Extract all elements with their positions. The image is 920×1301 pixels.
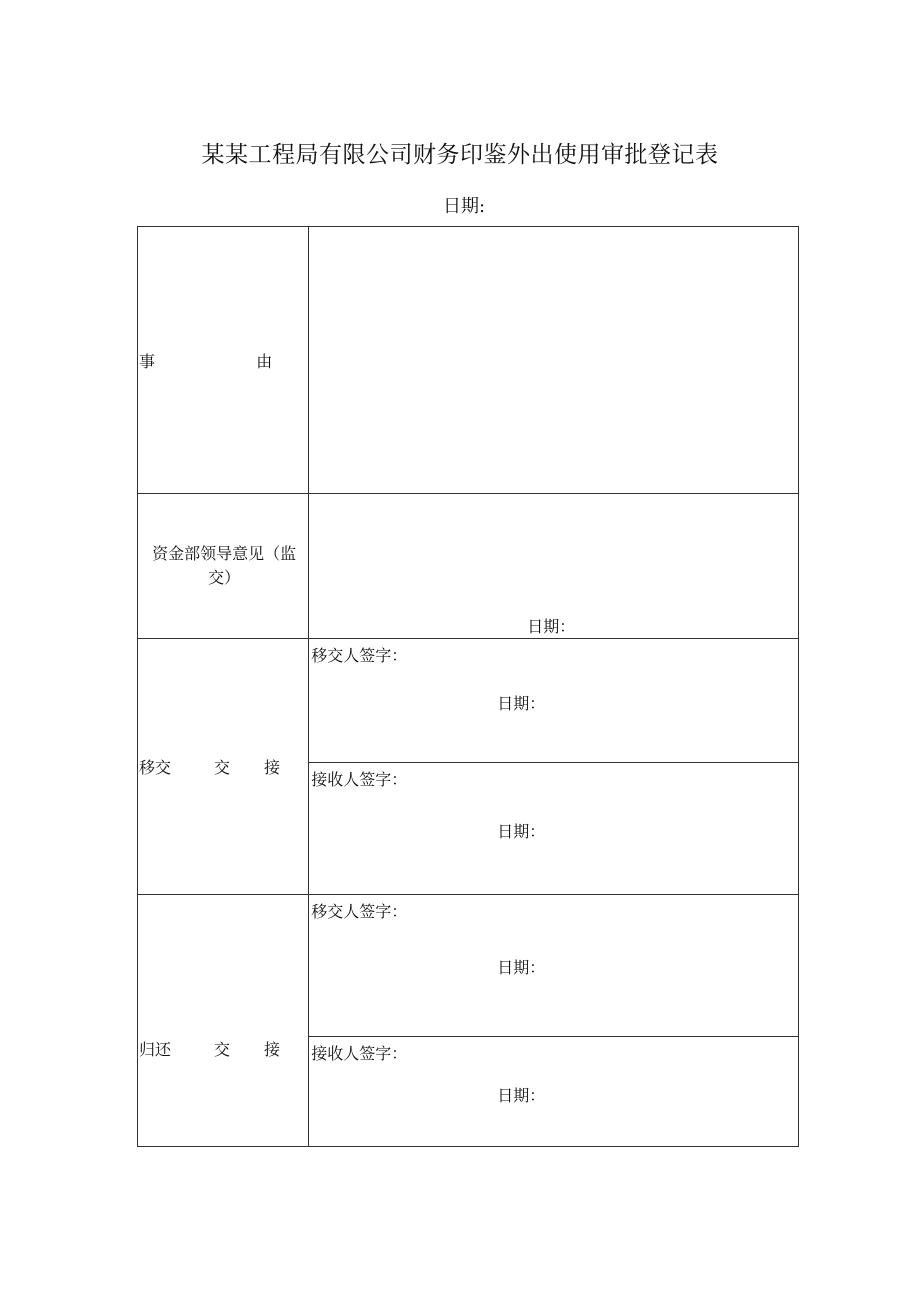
- return-sender-date-label: 日期：: [497, 958, 546, 977]
- approval-content-cell[interactable]: [309, 494, 799, 639]
- reason-label-cell: [138, 227, 309, 494]
- page-title: 某某工程局有限公司财务印鉴外出使用审批登记表: [201, 142, 719, 168]
- handover-sender-cell[interactable]: [309, 639, 799, 763]
- handover-receiver-signature-label: 接收人签字：: [311, 770, 408, 789]
- return-sender-cell[interactable]: [309, 895, 799, 1037]
- return-sender-row: [138, 895, 799, 1037]
- reason-content-cell[interactable]: [309, 227, 799, 494]
- return-receiver-signature-label: 接收人签字：: [311, 1044, 408, 1063]
- handover-receiver-date-label: 日期：: [497, 822, 546, 841]
- approval-form-table: [137, 226, 799, 1147]
- header-date-label: 日期:: [443, 196, 486, 217]
- return-sender-signature-label: 移交人签字：: [311, 902, 408, 921]
- reason-row: [138, 227, 799, 494]
- approval-label: 资金部领导意见（监交）: [152, 544, 297, 587]
- handover-receiver-cell[interactable]: [309, 763, 799, 895]
- return-receiver-date-label: 日期：: [497, 1086, 546, 1105]
- handover-sender-signature-label: 移交人签字：: [311, 646, 408, 665]
- reason-label-part2: 由: [256, 351, 273, 371]
- approval-label-cell: [138, 494, 309, 639]
- return-receiver-cell[interactable]: [309, 1037, 799, 1147]
- handover-sender-date-label: 日期：: [497, 694, 546, 713]
- return-label-part3: 接: [264, 1040, 281, 1059]
- handover-label-part2: 交: [214, 758, 231, 777]
- handover-label-cell: [138, 639, 309, 895]
- handover-label-part3: 接: [264, 758, 281, 777]
- approval-row: [138, 494, 799, 639]
- handover-label-part1: 移交: [139, 758, 172, 777]
- return-label-part2: 交: [214, 1040, 231, 1059]
- return-label-cell: [138, 895, 309, 1147]
- handover-sender-row: [138, 639, 799, 763]
- approval-date-label: 日期：: [527, 617, 576, 636]
- reason-label-part1: 事: [139, 351, 156, 371]
- return-label-part1: 归还: [139, 1040, 172, 1059]
